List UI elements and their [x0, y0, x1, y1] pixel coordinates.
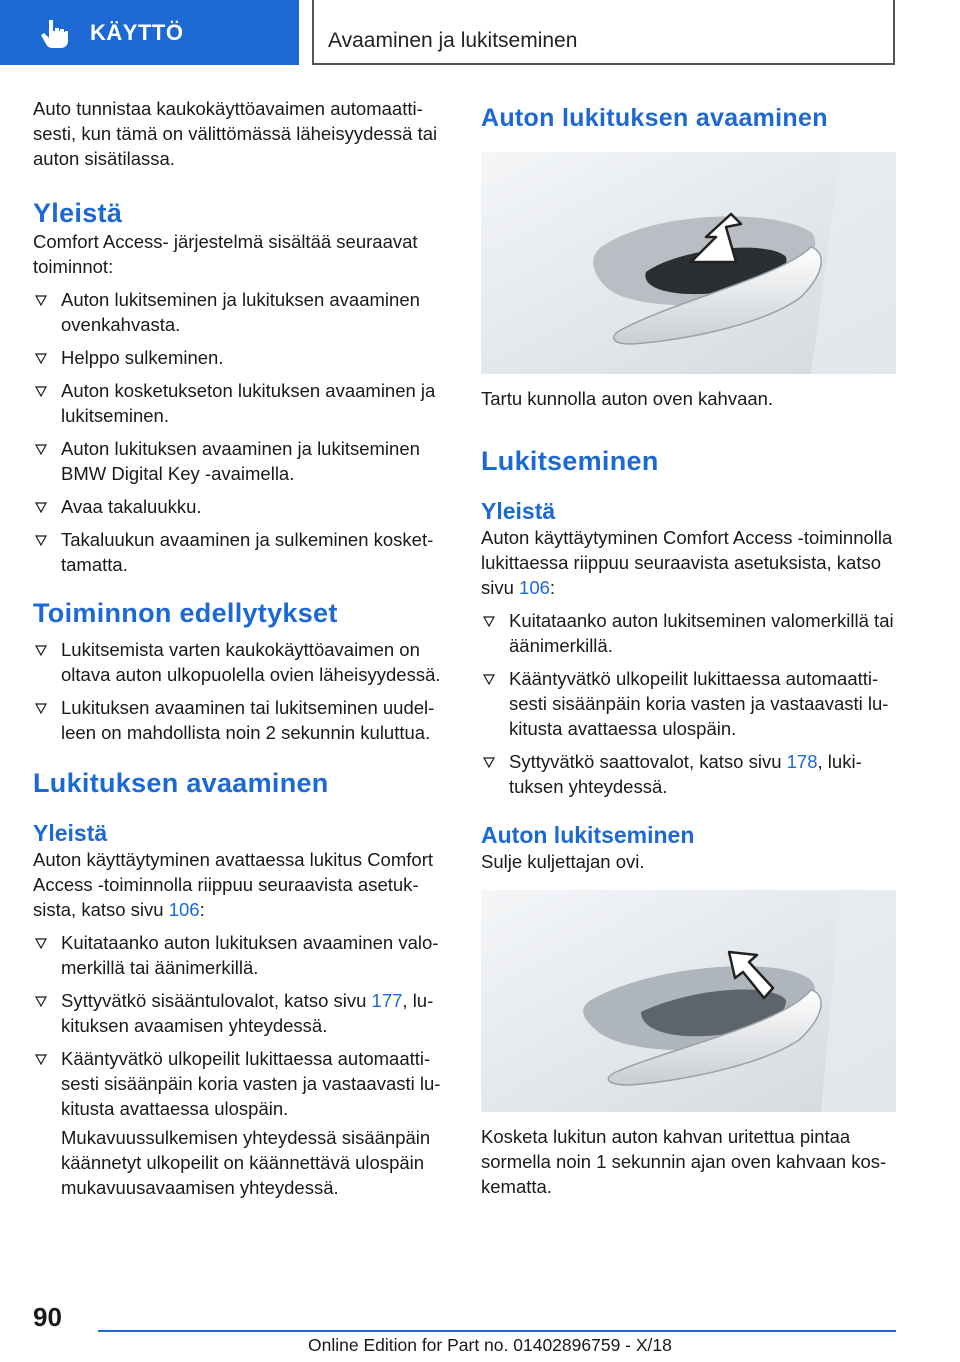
triangle-bullet-icon [483, 616, 495, 627]
triangle-bullet-icon [483, 674, 495, 685]
heading-edellytykset: Toiminnon edellytykset [33, 598, 338, 628]
page-link-177[interactable]: 177 [371, 990, 403, 1011]
heading-auton-lukitseminen: Auton lukitseminen [481, 822, 695, 848]
list-item: Avaa takaluukku. [33, 494, 448, 519]
heading-yleista: Yleistä [33, 198, 123, 228]
yleista-text: Comfort Access- järjestelmä sisältää seuraavat toiminnot: [33, 231, 418, 277]
section-title: Avaaminen ja lukitseminen [312, 0, 895, 65]
list-item: Takaluukun avaaminen ja sulkeminen koskettamatta. [33, 527, 448, 577]
left-column [33, 96, 448, 1200]
triangle-bullet-icon [35, 444, 47, 455]
triangle-bullet-icon [35, 535, 47, 546]
hand-pointer-icon [40, 18, 68, 48]
auton-lukitseminen-text: Sulje kuljettajan ovi. [481, 851, 645, 872]
chapter-tab[interactable] [0, 0, 299, 65]
chapter-label: KÄYTTÖ [90, 19, 184, 45]
page-link-106[interactable]: 106 [519, 577, 550, 598]
list-item: Auton lukituksen avaaminen ja lukitseminen BMW Digital Key -avaimella. [33, 436, 448, 486]
door-handle-touch-photo [481, 890, 896, 1112]
list-item: Auton kosketukseton lukituksen avaaminen ja lukitseminen. [33, 378, 448, 428]
triangle-bullet-icon [35, 353, 47, 364]
list-item: Kuitataanko auton lukitseminen valomerkillä tai äänimerkillä. [481, 608, 896, 658]
unlock-settings-list [33, 930, 448, 1121]
triangle-bullet-icon [35, 996, 47, 1007]
page-link-106[interactable]: 106 [168, 899, 200, 920]
list-item: Kuitataanko auton lukituksen avaaminen valomerkillä tai äänimerkillä. [33, 930, 448, 980]
triangle-bullet-icon [35, 938, 47, 949]
requirements-list [33, 637, 448, 745]
triangle-bullet-icon [35, 645, 47, 656]
heading-lukitseminen: Lukitseminen [481, 446, 659, 476]
feature-list [33, 287, 448, 577]
triangle-bullet-icon [35, 1054, 47, 1065]
caption-touch: Kosketa lukitun auton kahvan uritettua pintaa sormella noin 1 sekunnin ajan oven kahvaan koskematta. [481, 1126, 887, 1197]
caption-grip: Tartu kunnolla auton oven kahvaan. [481, 388, 774, 409]
triangle-bullet-icon [35, 502, 47, 513]
triangle-bullet-icon [35, 386, 47, 397]
list-item: Kääntyvätkö ulkopeilit lukittaessa automaattisesti sisäänpäin koria vasten ja vastaavasti lukitusta avattaessa ulospäin. [481, 666, 896, 741]
lukitseminen-text: Auton käyttäytyminen Comfort Access -toiminnolla lukittaessa riippuu seuraavista asetuksista, katso sivu 106: [481, 527, 893, 598]
door-handle-grip-photo [481, 152, 896, 374]
intro-text: Auto tunnistaa kaukokäyttöavaimen automaattisesti, kun tämä on välittömässä läheisyydessä tai auton sisätilassa. [33, 98, 438, 169]
list-item: Helppo sulkeminen. [33, 345, 448, 370]
subheading-yleista: Yleistä [33, 820, 108, 846]
lock-settings-list [481, 608, 896, 799]
heading-auton-lukituksen-avaaminen: Auton lukituksen avaaminen [481, 104, 828, 132]
edition-footer: Online Edition for Part no. 01402896759 - X/18 [308, 1335, 672, 1355]
list-item: Auton lukitseminen ja lukituksen avaaminen ovenkahvasta. [33, 287, 448, 337]
list-item: Syttyvätkö sisääntulovalot, katso sivu 177, lukituksen avaamisen yhteydessä. [33, 988, 448, 1038]
subheading-yleista-right: Yleistä [481, 498, 556, 524]
page-link-178[interactable]: 178 [786, 751, 818, 772]
footer-divider [98, 1330, 896, 1332]
avaaminen-text: Auton käyttäytyminen avattaessa lukitus Comfort Access -toiminnolla riippuu seuraavista asetuksista, katso sivu 106: [33, 849, 433, 920]
heading-lukituksen-avaaminen: Lukituksen avaaminen [33, 768, 329, 798]
list-item: Syttyvätkö saattovalot, katso sivu 178, lukituksen yhteydessä. [481, 749, 896, 799]
list-item: Lukituksen avaaminen tai lukitseminen uudelleen on mahdollista noin 2 sekunnin kuluttua. [33, 695, 448, 745]
list-item: Kääntyvätkö ulkopeilit lukittaessa automaattisesti sisäänpäin koria vasten ja vastaavasti lukitusta avattaessa ulospäin. [33, 1046, 448, 1121]
triangle-bullet-icon [35, 295, 47, 306]
mukavuus-note: Mukavuussulkemisen yhteydessä sisäänpäin käännetyt ulkopeilit on käännettävä ulospäin mukavuusavaamisen yhteydessä. [61, 1127, 431, 1198]
triangle-bullet-icon [483, 757, 495, 768]
triangle-bullet-icon [35, 703, 47, 714]
page-number: 90 [33, 1302, 62, 1332]
list-item: Lukitsemista varten kaukokäyttöavaimen on oltava auton ulkopuolella ovien läheisyydessä. [33, 637, 448, 687]
right-column [481, 96, 896, 1199]
